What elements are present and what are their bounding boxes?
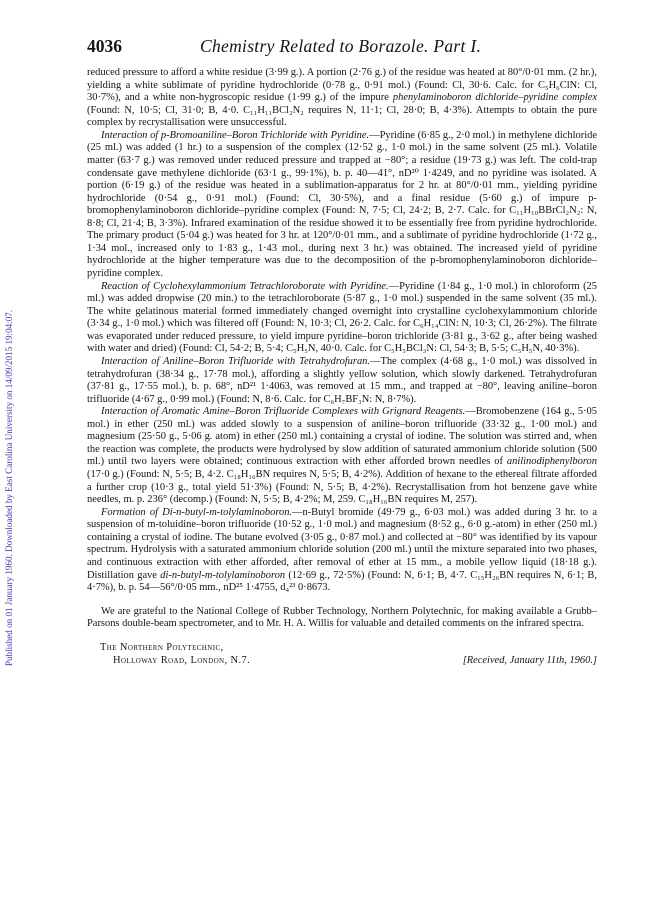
- paragraph-text: (Found: N, 10·5; Cl, 31·0; B, 4·0. C₁₁H₁₁BCl₂N₂ requires N, 11·1; Cl, 28·0; B, 4·3%). Attempts to obtain the pure complex by recrystallisation were unsuccessful.: [87, 104, 597, 129]
- institution: The Northern Polytechnic,: [100, 641, 224, 653]
- section-heading: Formation of Di-n-butyl-m-tolylaminoboron.: [101, 506, 293, 518]
- compound-name: di-n-butyl-m-tolylaminoboron: [160, 569, 286, 581]
- section-grignard: [87, 406, 597, 507]
- section-cyclohexylammonium: [87, 281, 597, 356]
- section-bromoaniline: [87, 130, 597, 281]
- section-heading: Interaction of Aromatic Amine–Boron Trifluoride Complexes with Grignard Reagents.: [101, 406, 466, 418]
- section-text: —Pyridine (1·84 g., 1·0 mol.) in chloroform (25 ml.) was added dropwise (20 min.) to the tetrachloroborate (5·87 g., 1·0 mol.) suspended in the same solvent (35 ml.). The white gelatinous material formed immediately changed overnight into crystalline cyclohexylammonium chloride (3·34 g., 1·0 mol.) which was filtered off (Found: N, 10·3; Cl, 26·2. Calc. for C₆H₁₄ClN: N, 10·3; Cl, 26·2%). The filtrate was evaporated under reduced pressure, to yield impure pyridine–boron trichloride (3·81 g., 3·62 g., after being washed with water and dried) (Found: Cl, 54·2; B, 5·4; C₅H₅N, 40·0. Calc. for C₅H₅BCl₃N: Cl, 54·3; B, 5·5; C₅H₅N, 40·3%).: [87, 280, 597, 355]
- section-heading: Reaction of Cyclohexylammonium Tetrachloroborate with Pyridine.: [101, 280, 389, 292]
- page-number: 4036: [87, 36, 122, 56]
- section-heading: Interaction of Aniline–Boron Trifluoride with Tetrahydrofuran.: [101, 355, 371, 367]
- street-address: Holloway Road, London, N.7.: [113, 654, 251, 666]
- paragraph-text: reduced pressure to afford a white residue (3·99 g.). A portion (2·76 g.) of the residue was heated at 80°/0·01 mm. (2 hr.), yielding a white sublimate of pyridine hydrochloride (0·78 g., 0·91 mol.) (Found: Cl, 30·6. Calc. for C₅H₆ClN: Cl, 30·7%), and a white non-hygroscopic residue (1·99 g.) of the impure: [87, 67, 597, 104]
- publication-notice: Published on 01 January 1960. Downloaded by East Carolina University on 14/09/2015 19:04:07.: [4, 309, 14, 667]
- author-address: [87, 642, 597, 668]
- section-text: (17·0 g.) (Found: N, 5·5; B, 4·2. C₁₈H₁₆BN requires N, 5·5; B, 4·2%). Addition of hexane to the ethereal filtrate afforded a further crop (10·3 g., total yield 51·3%) (Found: N, 5·5; B, 4·2%). Recrystallisation from hot benzene gave white needles, m. p. 236° (decomp.) (Found: N, 5·5; B, 4·2%; M, 259. C₁₈H₁₆BN requires M, 257).: [87, 469, 597, 506]
- section-aniline-thf: [87, 356, 597, 406]
- publication-sidebar: [2, 218, 16, 758]
- section-text: —Pyridine (6·85 g., 2·0 mol.) in methylene dichloride (25 ml.) was added (1 hr.) to a suspension of the complex (12·52 g., 1·0 mol.) in the same solvent (25 ml.). Volatile matter (63·7 g.) was removed under reduced pressure and trapped at −80°; a residue (19·73 g.) was left. The cold-trap condensate gave methylene dichloride (63·1 g., 99·1%), b. p. 40—41°, nD²⁰ 1·4249, and no pyridine was isolated. A portion (6·19 g.) of the residue was heated in a sublimation-apparatus for 2 hr. at 80°/0·01 mm., yielding pyridine hydrochloride (0·54 g., 0·91 mol.) (Found: Cl, 30·5%), and a final residue (5·60 g.) of impure p-bromophenylaminoboron dichloride–pyridine complex (Found: N, 7·5; Cl, 24·2; B, 2·7. Calc. for C₁₁H₁₀BBrCl₂N₂: N, 8·8; Cl, 21·4; B, 3·3%). Infrared examination of the residue showed it to be essentially free from pyridine hydrochloride. The primary product (5·04 g.) was heated for 3 hr. at 120°/0·01 mm., and a sublimate of pyridine hydrochloride (1·72 g., 1·34 mol., increased only to 1·83 g., 1·43 mol., during next 3 hr.) was obtained. The increased yield of pyridine hydrochloride at the higher temperature was due to the decomposition of the p-bromophenylaminoboron dichloride–pyridine complex.: [87, 129, 597, 279]
- section-text: —The complex (4·68 g., 1·0 mol.) was dissolved in tetrahydrofuran (38·34 g., 17·78 mol.), affording a slightly yellow solution, which slowly darkened. Tetrahydrofuran (37·81 g., 17·55 mol.), b. p. 68°, nD²¹ 1·4063, was removed at 15 mm., and trapped at −80°, leaving aniline–boron trifluoride (4·67 g., 0·99 mol.) (Found: N, 8·6. Calc. for C₆H₇BF₃N: N, 8·7%).: [87, 355, 597, 405]
- section-heading: Interaction of p-Bromoaniline–Boron Trichloride with Pyridine.: [101, 129, 370, 141]
- compound-name: anilinodiphenylboron: [506, 456, 597, 468]
- section-text: —n-Butyl bromide (49·79 g., 6·03 mol.) was added during 3 hr. to a suspension of m-toluidine–boron trifluoride (10·52 g., 1·0 mol.) and magnesium (8·52 g., 6·0 g.-atom) in ether (250 ml.) containing a crystal of iodine. The butane evolved (3·05 g., 0·87 mol.) and collected at −80° was identified by its vapour spectrum. Hydrolysis with a saturated ammonium chloride solution (200 ml.) until the mixture separated into two phases, and continuous extraction with ether afforded, after removal of ether at 15 mm., a mobile yellow liquid (18·18 g.). Distillation gave: [87, 506, 597, 581]
- received-date: [Received, January 11th, 1960.]: [462, 654, 597, 666]
- running-title: Chemistry Related to Borazole. Part I.: [200, 36, 482, 56]
- compound-name: phenylaminoboron dichloride–pyridine complex: [392, 92, 597, 104]
- page-header: [87, 36, 597, 58]
- section-text: —Bromobenzene (164 g., 5·05 mol.) in ether (250 ml.) was added slowly to a suspension of aniline–boron trifluoride (33·32 g., 1·00 mol.) and magnesium (25·50 g., 5·06 g. atom) in ether (250 ml.) containing a crystal of iodine. The solution was stirred and, when the reaction was complete, the products were hydrolysed by slow addition of saturated ammonium chloride solution (500 ml.) until two layers were obtained; continuous extraction with ether afforded brown needles of: [87, 406, 597, 468]
- article-body: [87, 67, 597, 668]
- paragraph-continuation: [87, 67, 597, 130]
- acknowledgement: We are grateful to the National College of Rubber Technology, Northern Polytechnic, for making available a Grubb–Parsons double-beam spectrometer, and to Mr. H. A. Willis for valuable and detailed comments on the infrared spectra.: [87, 605, 597, 630]
- section-text: (12·69 g., 72·5%) (Found: N, 6·1; B, 4·7. C₁₅H₂₆BN requires N, 6·1; B, 4·7%), b. p. 54—56°/0·05 mm., nD²⁵ 1·4755, d₄²³ 0·8673.: [87, 569, 597, 594]
- section-dibutyl: [87, 507, 597, 595]
